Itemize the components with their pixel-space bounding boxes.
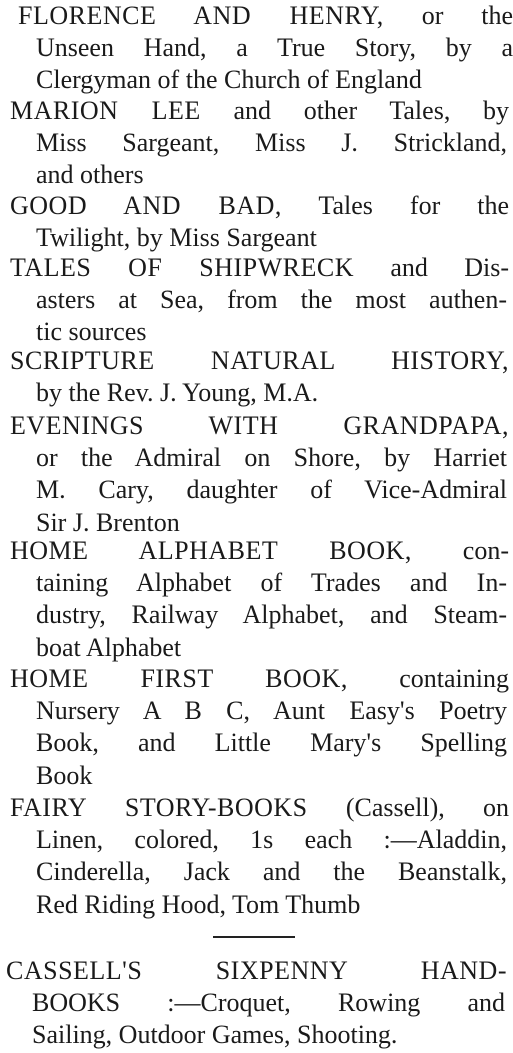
entry-text: Clergyman of the Church of England (36, 65, 422, 95)
entry-first-line (6, 792, 513, 824)
entry-text: taining Alphabet of Trades and In- (36, 568, 507, 598)
catalogue-entry (6, 95, 513, 192)
entry-text: con- (462, 536, 509, 565)
catalogue-entry (18, 0, 513, 97)
entry-first-line (6, 190, 513, 222)
entry-text: or the (421, 1, 513, 30)
catalogue-entry (6, 190, 513, 254)
entry-first-line (6, 410, 513, 442)
catalogue-entry (6, 663, 513, 792)
entry-text: Cinderella, Jack and the Beanstalk, (36, 857, 507, 887)
entry-text: Red Riding Hood, Tom Thumb (36, 889, 361, 919)
entry-first-line (2, 955, 511, 987)
entry-heading: MARION LEE (10, 96, 201, 125)
catalogue-entry (6, 252, 513, 349)
entry-heading: FAIRY STORY-BOOKS (10, 793, 308, 822)
entry-heading: SCRIPTURE NATURAL HISTORY, (10, 346, 509, 375)
entry-text: BOOKS :—Croquet, Rowing and (32, 988, 505, 1018)
entry-text: Book (36, 760, 93, 790)
entry-first-line (6, 535, 513, 567)
entry-text: or the Admiral on Shore, by Harriet (36, 443, 507, 473)
entry-text: Twilight, by Miss Sargeant (36, 223, 317, 253)
entry-text: Sailing, Outdoor Games, Shooting. (32, 1020, 398, 1050)
entry-first-line (6, 95, 513, 127)
section-divider (213, 936, 295, 938)
entry-text: and other Tales, by (233, 96, 510, 125)
entry-first-line (6, 345, 513, 377)
entry-first-line (6, 663, 513, 695)
entry-heading: HOME FIRST BOOK, (10, 664, 348, 693)
entry-text: dustry, Railway Alphabet, and Steam- (36, 600, 507, 630)
catalogue-entry (6, 535, 513, 664)
entry-heading: FLORENCE AND HENRY, (18, 1, 384, 30)
entry-first-line (18, 0, 513, 32)
entry-text: Unseen Hand, a True Story, by a (36, 33, 513, 63)
entry-text: tic sources (36, 317, 147, 347)
entry-text: M. Cary, daughter of Vice-Admiral (36, 475, 507, 505)
catalogue-entry (6, 792, 513, 921)
entry-heading: HOME ALPHABET BOOK, (10, 536, 412, 565)
entry-first-line (6, 252, 513, 284)
entry-heading: CASSELL'S SIXPENNY HAND- (6, 956, 507, 985)
entry-heading: EVENINGS WITH GRANDPAPA, (10, 411, 509, 440)
catalogue-entry (6, 410, 513, 539)
entry-text: and others (36, 160, 144, 190)
entry-text: Sir J. Brenton (36, 507, 180, 537)
entry-text: and Dis- (390, 253, 509, 282)
entry-text: Linen, colored, 1s each :—Aladdin, (36, 825, 507, 855)
entry-text: containing (399, 664, 509, 693)
entry-text: Miss Sargeant, Miss J. Strickland, (36, 128, 507, 158)
entry-text: Book, and Little Mary's Spelling (36, 728, 507, 758)
entry-text: Nursery A B C, Aunt Easy's Poetry (36, 696, 507, 726)
entry-heading: GOOD AND BAD, (10, 191, 282, 220)
entry-text: boat Alphabet (36, 632, 182, 662)
catalogue-entry (6, 345, 513, 409)
entry-text: by the Rev. J. Young, M.A. (36, 378, 319, 408)
entry-text: Tales for the (318, 191, 509, 220)
entry-text: asters at Sea, from the most authen- (36, 285, 507, 315)
catalogue-entry (2, 955, 511, 1052)
entry-heading: TALES OF SHIPWRECK (10, 253, 354, 282)
entry-text: (Cassell), on (345, 793, 509, 822)
